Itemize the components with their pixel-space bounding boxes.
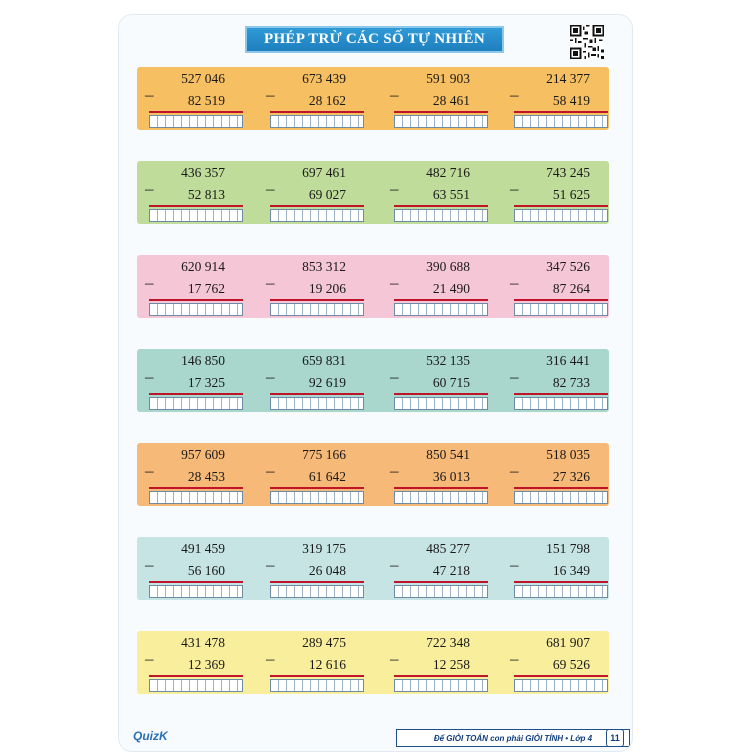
answer-grid[interactable] [149, 115, 243, 128]
result-line [394, 487, 488, 489]
minus-sign: – [266, 179, 275, 198]
result-line [149, 299, 243, 301]
minus-sign: – [145, 179, 154, 198]
problem-row [137, 443, 609, 506]
minus-sign: – [510, 461, 519, 480]
minus-sign: – [390, 85, 399, 104]
result-line [514, 581, 608, 583]
result-line [270, 205, 364, 207]
answer-grid[interactable] [149, 679, 243, 692]
minuend: 527 046 [181, 71, 225, 86]
minuend: 151 798 [546, 541, 590, 556]
subtrahend: 82 733 [552, 375, 590, 390]
minuend: 390 688 [426, 259, 470, 274]
subtrahend: 69 027 [308, 187, 346, 202]
minuend: 436 357 [181, 165, 225, 180]
minuend: 532 135 [426, 353, 470, 368]
subtraction-problem [386, 537, 498, 600]
minuend: 697 461 [302, 165, 346, 180]
answer-grid[interactable] [394, 491, 488, 504]
subtraction-problem [141, 349, 253, 412]
subtrahend: 12 258 [432, 657, 470, 672]
minuend: 591 903 [426, 71, 470, 86]
subtrahend: 56 160 [187, 563, 225, 578]
subtraction-problem [262, 255, 374, 318]
minus-sign: – [510, 555, 519, 574]
subtrahend: 52 813 [187, 187, 225, 202]
minuend: 775 166 [302, 447, 346, 462]
answer-grid[interactable] [394, 397, 488, 410]
subtrahend: 36 013 [432, 469, 470, 484]
answer-grid[interactable] [394, 679, 488, 692]
subtrahend: 47 218 [432, 563, 470, 578]
minuend: 482 716 [426, 165, 470, 180]
minus-sign: – [145, 555, 154, 574]
subtraction-problem [141, 161, 253, 224]
minuend: 957 609 [181, 447, 225, 462]
minus-sign: – [145, 461, 154, 480]
subtraction-problem [262, 631, 374, 694]
subtrahend: 28 461 [432, 93, 470, 108]
minus-sign: – [266, 649, 275, 668]
subtrahend: 63 551 [432, 187, 470, 202]
subtrahend: 19 206 [308, 281, 346, 296]
minuend: 518 035 [546, 447, 590, 462]
subtraction-problem [262, 349, 374, 412]
problem-row [137, 537, 609, 600]
subtraction-problem [386, 255, 498, 318]
minuend: 289 475 [302, 635, 346, 650]
result-line [149, 487, 243, 489]
minus-sign: – [510, 649, 519, 668]
subtrahend: 28 453 [187, 469, 225, 484]
subtraction-problem [506, 349, 618, 412]
subtrahend: 21 490 [432, 281, 470, 296]
subtrahend: 26 048 [308, 563, 346, 578]
answer-grid[interactable] [270, 209, 364, 222]
result-line [270, 111, 364, 113]
subtraction-problem [262, 537, 374, 600]
problem-row [137, 161, 609, 224]
subtrahend: 17 325 [187, 375, 225, 390]
subtraction-problem [262, 443, 374, 506]
result-line [149, 111, 243, 113]
result-line [514, 487, 608, 489]
answer-grid[interactable] [270, 491, 364, 504]
minus-sign: – [390, 649, 399, 668]
subtrahend: 12 616 [308, 657, 346, 672]
result-line [149, 205, 243, 207]
minus-sign: – [145, 649, 154, 668]
subtraction-problem [386, 631, 498, 694]
answer-grid[interactable] [149, 491, 243, 504]
subtraction-problem [386, 67, 498, 130]
minus-sign: – [390, 555, 399, 574]
minus-sign: – [266, 273, 275, 292]
subtraction-problem [141, 255, 253, 318]
subtraction-problem [386, 443, 498, 506]
result-line [514, 299, 608, 301]
minus-sign: – [510, 273, 519, 292]
result-line [394, 299, 488, 301]
problem-row [137, 631, 609, 694]
minus-sign: – [390, 367, 399, 386]
subtraction-problem [141, 537, 253, 600]
result-line [270, 581, 364, 583]
minus-sign: – [266, 367, 275, 386]
subtrahend: 51 625 [552, 187, 590, 202]
subtraction-problem [386, 161, 498, 224]
minuend: 491 459 [181, 541, 225, 556]
minuend: 850 541 [426, 447, 470, 462]
worksheet-page [118, 14, 633, 752]
result-line [394, 675, 488, 677]
subtrahend: 28 162 [308, 93, 346, 108]
page-number: 11 [606, 729, 624, 747]
answer-grid[interactable] [514, 491, 608, 504]
problem-row [137, 255, 609, 318]
answer-grid[interactable] [270, 585, 364, 598]
subtraction-problem [386, 349, 498, 412]
result-line [270, 487, 364, 489]
answer-grid[interactable] [394, 585, 488, 598]
minuend: 431 478 [181, 635, 225, 650]
minus-sign: – [510, 179, 519, 198]
answer-grid[interactable] [514, 209, 608, 222]
answer-grid[interactable] [514, 303, 608, 316]
answer-grid[interactable] [149, 397, 243, 410]
subtraction-problem [141, 67, 253, 130]
result-line [514, 111, 608, 113]
answer-grid[interactable] [270, 115, 364, 128]
subtrahend: 61 642 [308, 469, 346, 484]
result-line [514, 205, 608, 207]
answer-grid[interactable] [514, 679, 608, 692]
result-line [394, 581, 488, 583]
minuend: 722 348 [426, 635, 470, 650]
answer-grid[interactable] [514, 397, 608, 410]
result-line [394, 205, 488, 207]
subtrahend: 69 526 [552, 657, 590, 672]
result-line [270, 299, 364, 301]
minus-sign: – [145, 85, 154, 104]
subtraction-problem [506, 255, 618, 318]
publisher-logo: QuizK [133, 729, 168, 743]
minuend: 659 831 [302, 353, 346, 368]
subtraction-problem [506, 631, 618, 694]
result-line [270, 393, 364, 395]
result-line [149, 393, 243, 395]
minuend: 316 441 [546, 353, 590, 368]
subtrahend: 16 349 [552, 563, 590, 578]
minus-sign: – [390, 461, 399, 480]
subtrahend: 87 264 [552, 281, 590, 296]
minuend: 146 850 [181, 353, 225, 368]
subtrahend: 58 419 [552, 93, 590, 108]
minus-sign: – [145, 367, 154, 386]
answer-grid[interactable] [514, 115, 608, 128]
problem-row [137, 349, 609, 412]
subtraction-problem [141, 631, 253, 694]
answer-grid[interactable] [394, 209, 488, 222]
answer-grid[interactable] [514, 585, 608, 598]
minuend: 620 914 [181, 259, 225, 274]
result-line [514, 675, 608, 677]
minus-sign: – [390, 179, 399, 198]
subtraction-problem [506, 161, 618, 224]
subtraction-problem [506, 537, 618, 600]
subtrahend: 27 326 [552, 469, 590, 484]
minus-sign: – [266, 85, 275, 104]
answer-grid[interactable] [270, 397, 364, 410]
minuend: 853 312 [302, 259, 346, 274]
subtraction-problem [506, 443, 618, 506]
result-line [394, 393, 488, 395]
answer-grid[interactable] [394, 303, 488, 316]
subtraction-problem [506, 67, 618, 130]
minus-sign: – [390, 273, 399, 292]
minuend: 485 277 [426, 541, 470, 556]
result-line [149, 675, 243, 677]
minuend: 681 907 [546, 635, 590, 650]
problem-row [137, 67, 609, 130]
footer-slogan: Để GIỎI TOÁN con phải GIỎI TÍNH • Lớp 4 [396, 729, 630, 747]
page-title: PHÉP TRỪ CÁC SỐ TỰ NHIÊN [245, 26, 504, 53]
subtrahend: 82 519 [187, 93, 225, 108]
subtrahend: 17 762 [187, 281, 225, 296]
subtrahend: 92 619 [308, 375, 346, 390]
answer-grid[interactable] [149, 209, 243, 222]
minus-sign: – [145, 273, 154, 292]
qr-code-icon [570, 25, 604, 59]
minuend: 347 526 [546, 259, 590, 274]
minuend: 743 245 [546, 165, 590, 180]
minus-sign: – [266, 461, 275, 480]
minuend: 673 439 [302, 71, 346, 86]
result-line [514, 393, 608, 395]
minus-sign: – [510, 85, 519, 104]
subtrahend: 60 715 [432, 375, 470, 390]
minus-sign: – [266, 555, 275, 574]
subtraction-problem [141, 443, 253, 506]
answer-grid[interactable] [149, 303, 243, 316]
subtraction-problem [262, 161, 374, 224]
result-line [394, 111, 488, 113]
subtrahend: 12 369 [187, 657, 225, 672]
minuend: 214 377 [546, 71, 590, 86]
answer-grid[interactable] [394, 115, 488, 128]
minuend: 319 175 [302, 541, 346, 556]
answer-grid[interactable] [270, 303, 364, 316]
subtraction-problem [262, 67, 374, 130]
result-line [270, 675, 364, 677]
answer-grid[interactable] [270, 679, 364, 692]
result-line [149, 581, 243, 583]
minus-sign: – [510, 367, 519, 386]
answer-grid[interactable] [149, 585, 243, 598]
